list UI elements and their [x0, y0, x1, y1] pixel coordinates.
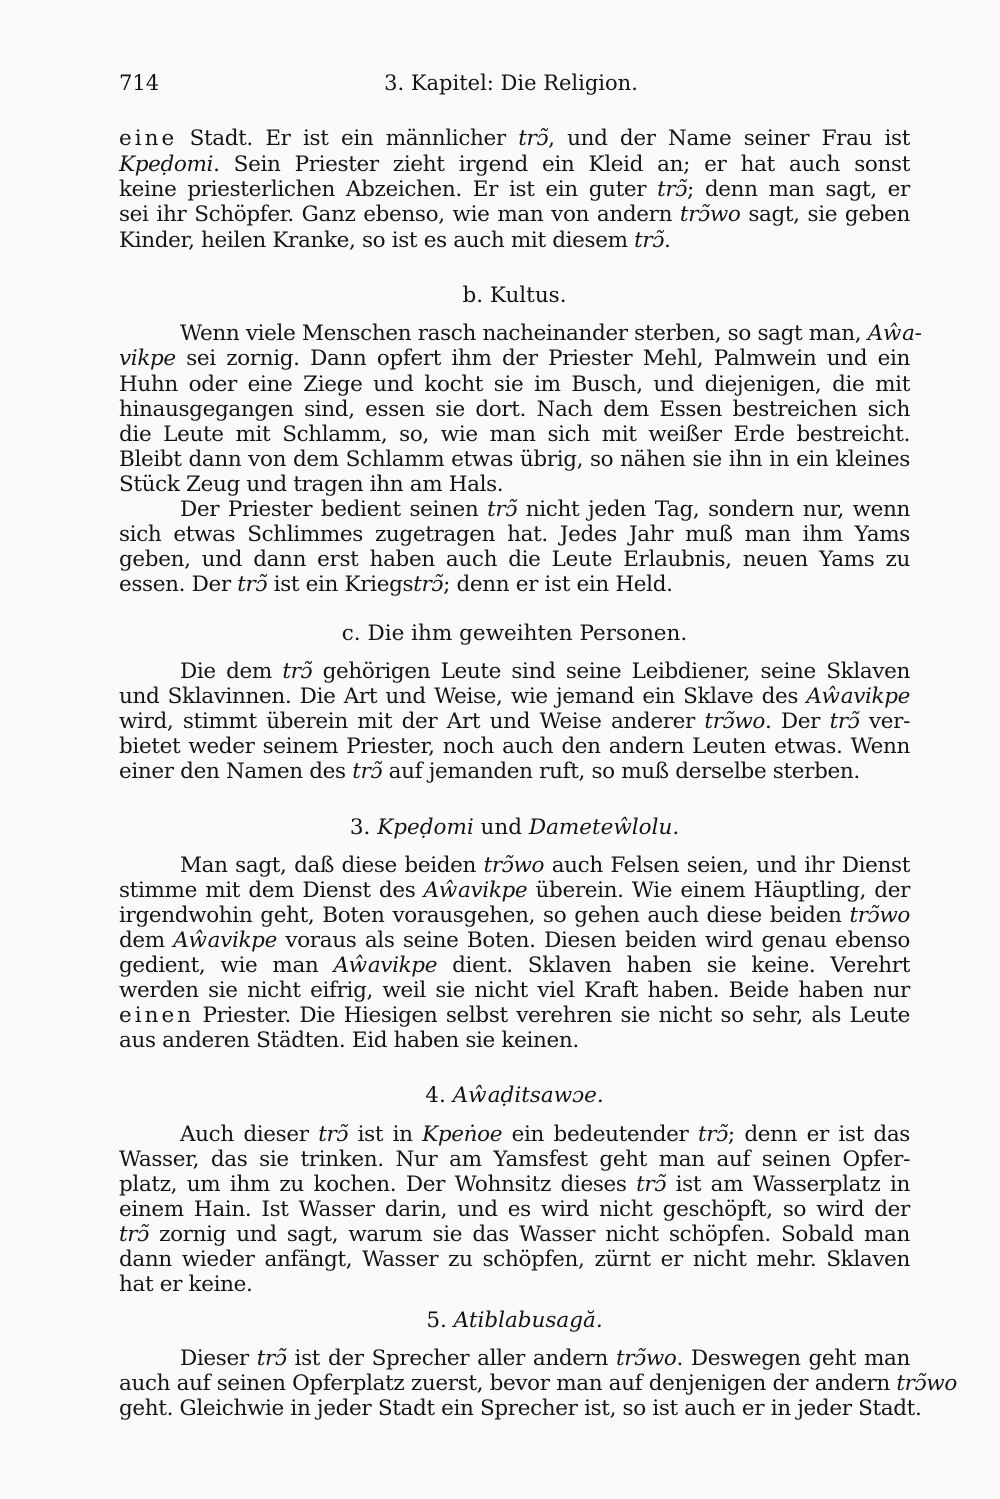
- text-line: hinausgegangen sind, essen sie dort. Nach dem Essen bestreichen sich: [119, 397, 910, 422]
- text-line: Dieser trɔ̃ ist der Sprecher aller andern trɔ̃wo. Deswegen geht man: [180, 1346, 910, 1371]
- text-line: trɔ̃ zornig und sagt, warum sie das Wasser nicht schöpfen. Sobald man: [119, 1222, 910, 1247]
- text-line: sich etwas Schlimmes zugetragen hat. Jedes Jahr muß man ihm Yams: [119, 522, 910, 547]
- text-line: Der Priester bedient seinen trɔ̃ nicht jeden Tag, sondern nur, wenn: [180, 497, 910, 522]
- section-heading: 3. Kpeḍomi und Dameteŵlolu.: [349, 815, 680, 840]
- text-line: Huhn oder eine Ziege und kocht sie im Busch, und diejenigen, die mit: [119, 372, 910, 397]
- section-heading: 4. Aŵaḍitsawɔe.: [425, 1083, 604, 1108]
- text-line: und Sklavinnen. Die Art und Weise, wie jemand ein Sklave des Aŵavikpe: [119, 684, 910, 709]
- text-line: vikpe sei zornig. Dann opfert ihm der Priester Mehl, Palmwein und ein: [119, 346, 910, 371]
- text-line: Wasser, das sie trinken. Nur am Yamsfest geht man auf seinen Opfer-: [119, 1147, 910, 1172]
- text-line: einen Priester. Die Hiesigen selbst verehren sie nicht so sehr, als Leute: [119, 1003, 910, 1028]
- text-line: Kinder, heilen Kranke, so ist es auch mit diesem trɔ̃.: [119, 228, 671, 253]
- text-line: eine Stadt. Er ist ein männlicher trɔ̃, und der Name seiner Frau ist: [119, 126, 910, 151]
- text-line: stimme mit dem Dienst des Aŵavikpe überein. Wie einem Häuptling, der: [119, 878, 910, 903]
- section-heading: 5. Atiblabusagă.: [426, 1308, 603, 1333]
- text-line: bietet weder seinem Priester, noch auch den andern Leuten etwas. Wenn: [119, 734, 910, 759]
- page-number: 714: [119, 71, 160, 95]
- text-line: wird, stimmt überein mit der Art und Weise anderer trɔ̃wo. Der trɔ̃ ver-: [119, 709, 910, 734]
- text-line: werden sie nicht eifrig, weil sie nicht viel Kraft haben. Beide haben nur: [119, 978, 910, 1003]
- text-line: geht. Gleichwie in jeder Stadt ein Sprecher ist, so ist auch er in jeder Stadt.: [119, 1396, 922, 1421]
- text-line: essen. Der trɔ̃ ist ein Kriegstrɔ̃; denn er ist ein Held.: [119, 572, 673, 597]
- text-line: Stück Zeug und tragen ihn am Hals.: [119, 472, 504, 497]
- text-line: Man sagt, daß diese beiden trɔ̃wo auch Felsen seien, und ihr Dienst: [180, 853, 910, 878]
- text-line: hat er keine.: [119, 1272, 253, 1297]
- text-line: gedient, wie man Aŵavikpe dient. Sklaven haben sie keine. Verehrt: [119, 953, 910, 978]
- text-line: dem Aŵavikpe voraus als seine Boten. Diesen beiden wird genau ebenso: [119, 928, 910, 953]
- text-line: Kpeḍomi. Sein Priester zieht irgend ein Kleid an; er hat auch sonst: [119, 152, 910, 177]
- text-line: dann wieder anfängt, Wasser zu schöpfen, zürnt er nicht mehr. Sklaven: [119, 1247, 910, 1272]
- text-line: die Leute mit Schlamm, so, wie man sich mit weißer Erde bestreicht.: [119, 422, 910, 447]
- text-line: platz, um ihm zu kochen. Der Wohnsitz dieses trɔ̃ ist am Wasserplatz in: [119, 1172, 911, 1197]
- section-heading: b. Kultus.: [462, 283, 567, 308]
- text-line: Auch dieser trɔ̃ ist in Kpeṅoe ein bedeutender trɔ̃; denn er ist das: [180, 1122, 910, 1147]
- text-line: einer den Namen des trɔ̃ auf jemanden ruft, so muß derselbe sterben.: [119, 759, 860, 784]
- text-line: sei ihr Schöpfer. Ganz ebenso, wie man von andern trɔ̃wo sagt, sie geben: [119, 202, 910, 227]
- text-line: keine priesterlichen Abzeichen. Er ist ein guter trɔ̃; denn man sagt, er: [119, 177, 910, 202]
- text-line: Wenn viele Menschen rasch nacheinander sterben, so sagt man, Aŵa-: [180, 321, 922, 346]
- text-line: geben, und dann erst haben auch die Leute Erlaubnis, neuen Yams zu: [119, 547, 910, 572]
- running-header: 3. Kapitel: Die Religion.: [384, 71, 638, 95]
- text-line: aus anderen Städten. Eid haben sie keinen.: [119, 1028, 579, 1053]
- section-heading: c. Die ihm geweihten Personen.: [341, 621, 688, 646]
- text-line: einem Hain. Ist Wasser darin, und es wird nicht geschöpft, so wird der: [119, 1197, 910, 1222]
- text-line: Die dem trɔ̃ gehörigen Leute sind seine Leibdiener, seine Sklaven: [180, 659, 910, 684]
- text-line: irgendwohin geht, Boten vorausgehen, so gehen auch diese beiden trɔ̃wo: [119, 903, 910, 928]
- text-line: auch auf seinen Opferplatz zuerst, bevor man auf denjenigen der andern trɔ̃wo: [119, 1371, 957, 1396]
- text-line: Bleibt dann von dem Schlamm etwas übrig, so nähen sie ihn in ein kleines: [119, 447, 910, 472]
